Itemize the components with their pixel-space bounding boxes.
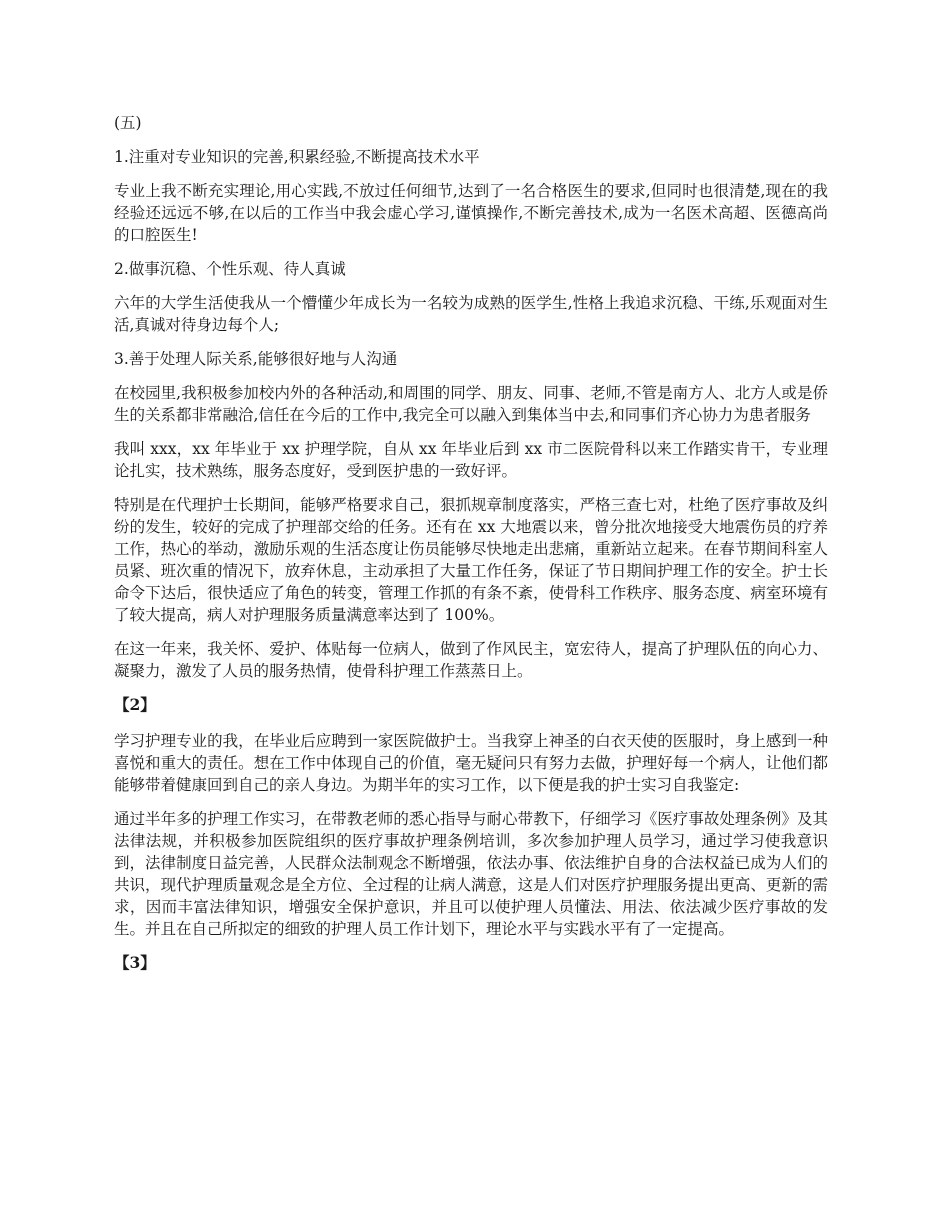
paragraph-8: 通过半年多的护理工作实习，在带教老师的悉心指导与耐心带教下，仔细学习《医疗事故处理条例》及其法律法规，并积极参加医院组织的医疗事故护理条例培训，多次参加护理人员学习，通过学习使我意识到，法律制度日益完善，人民群众法制观念不断增强，依法办事、依法维护自身的合法权益已成为人们的共识，现代护理质量观念是全方位、全过程的让病人满意，这是人们对医疗护理服务提出更高、更新的需求，因而丰富法律知识，增强安全保护意识，并且可以使护理人员懂法、用法、依法减少医疗事故的发生。并且在自己所拟定的细致的护理人员工作计划下，理论水平与实践水平有了一定提高。 [114, 810, 828, 938]
heading-1: 1.注重对专业知识的完善,积累经验,不断提高技术水平 [114, 148, 480, 166]
part-label: (五) [114, 114, 142, 132]
paragraph-3: 在校园里,我积极参加校内外的各种活动,和周围的同学、朋友、同事、老师,不管是南方人、北方人或是侨生的关系都非常融洽,信任在今后的工作中,我完全可以融入到集体当中去,和同事们齐心协力为患者服务 [114, 384, 828, 424]
paragraph-1: 专业上我不断充实理论,用心实践,不放过任何细节,达到了一名合格医生的要求,但同时也很清楚,现在的我经验还远远不够,在以后的工作当中我会虚心学习,谨慎操作,不断完善技术,成为一名医术高超、医德高尚的口腔医生! [114, 182, 828, 244]
paragraph-6: 在这一年来，我关怀、爱护、体贴每一位病人，做到了作风民主，宽宏待人，提高了护理队伍的向心力、凝聚力，激发了人员的服务热情，使骨科护理工作蒸蒸日上。 [114, 640, 828, 680]
heading-2: 2.做事沉稳、个性乐观、待人真诚 [114, 260, 346, 278]
paragraph-7: 学习护理专业的我，在毕业后应聘到一家医院做护士。当我穿上神圣的白衣天使的医服时，身上感到一种喜悦和重大的责任。想在工作中体现自己的价值，毫无疑问只有努力去做，护理好每一个病人，让他们都能够带着健康回到自己的亲人身边。为期半年的实习工作，以下便是我的护士实习自我鉴定: [114, 732, 828, 794]
section-marker-2: 【2】 [114, 695, 156, 714]
paragraph-4: 我叫 xxx，xx 年毕业于 xx 护理学院，自从 xx 年毕业后到 xx 市二医院骨科以来工作踏实肯干，专业理论扎实，技术熟练，服务态度好，受到医护患的一致好评。 [114, 440, 828, 480]
section-marker-3: 【3】 [114, 953, 156, 972]
paragraph-5: 特别是在代理护士长期间，能够严格要求自己，狠抓规章制度落实，严格三查七对，杜绝了医疗事故及纠纷的发生，较好的完成了护理部交给的任务。还有在 xx 大地震以来，曾分批次地接受大地震伤员的疗养工作，热心的举动，激励乐观的生活态度让伤员能够尽快地走出悲痛，重新站立起来。在春节期间科室人员紧、班次重的情况下，放弃休息，主动承担了大量工作任务，保证了节日期间护理工作的安全。护士长命令下达后，很快适应了角色的转变，管理工作抓的有条不紊，使骨科工作秩序、服务态度、病室环境有了较大提高，病人对护理服务质量满意率达到了 100%。 [114, 496, 828, 624]
document-page [114, 112, 828, 988]
heading-3: 3.善于处理人际关系,能够很好地与人沟通 [114, 350, 398, 368]
paragraph-2: 六年的大学生活使我从一个懵懂少年成长为一名较为成熟的医学生,性格上我追求沉稳、干练,乐观面对生活,真诚对待身边每个人; [114, 294, 828, 334]
